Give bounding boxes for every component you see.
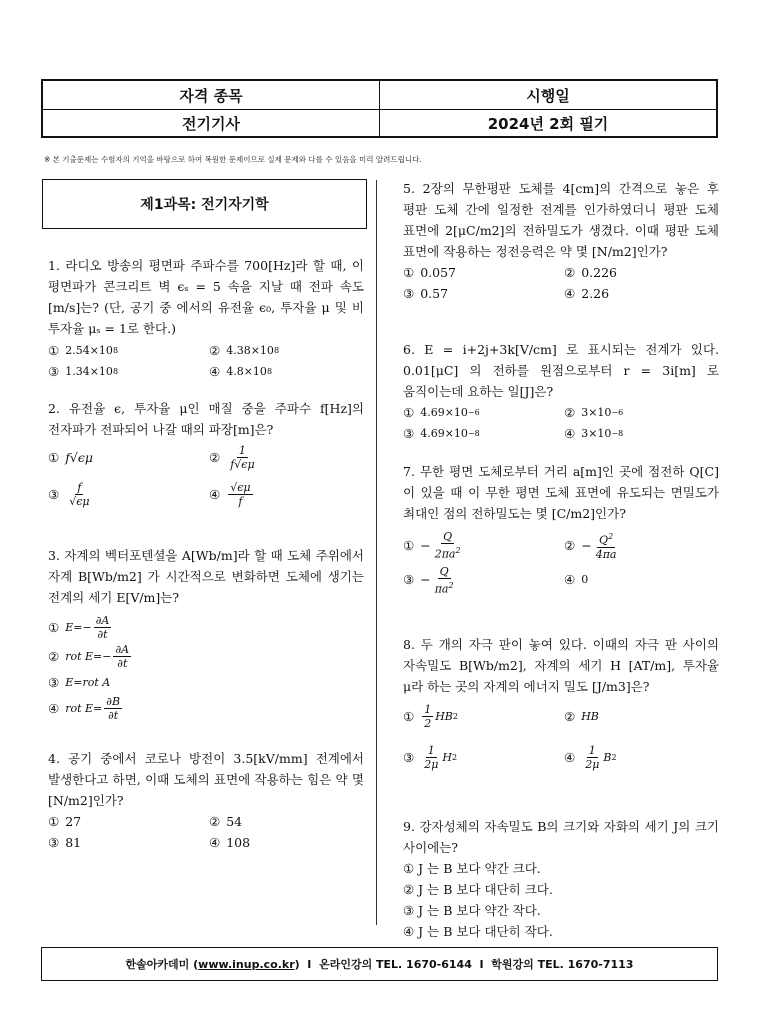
option-list: [48, 811, 364, 853]
exam-date-value: 2024년 2회 필기: [379, 110, 716, 136]
option-list: [48, 340, 364, 382]
question-stem: 6. E = i+2j+3k[V/cm] 로 표시되는 전계가 있다. 0.01[μC] 의 전하를 원점으로부터 r = 3i[m] 로 움직이는데 요하는 일[J]은?: [403, 342, 719, 399]
option-4[interactable]: ④ 4.8×10 8: [209, 364, 273, 379]
fraction: $\frac{\partial A}{\partial t}$: [115, 643, 130, 670]
option-list: [403, 262, 719, 304]
option-3[interactable]: ③ 0.57: [403, 286, 449, 301]
option-3[interactable]: ③ E=rot A: [48, 675, 111, 690]
option-4[interactable]: ④ 0: [564, 572, 589, 588]
fraction: $\frac{\partial B}{\partial t}$: [106, 695, 121, 722]
option-4[interactable]: ④ 2.26: [564, 286, 610, 301]
option-2[interactable]: ② 4.38×10 8: [209, 343, 280, 358]
question-stem: 1. 라디오 방송의 평면파 주파수를 700[Hz]라 할 때, 이 평면파가 콘크리트 벽 ϵₛ = 5 속을 지날 때 전파 속도[m/s]는? (단, 공기 중 에서의 유전율 ϵ₀, 투자율 μ 및 비 투자율 μₛ = 1로 한다.): [48, 258, 364, 336]
question-2: [48, 398, 364, 508]
fraction: $\frac{Q^2}{4\pi a}$: [595, 532, 617, 561]
option-2[interactable]: ② J 는 B 보다 대단히 크다.: [403, 882, 553, 897]
option-3[interactable]: ③ $\frac{1}{2\mu}$ H 2: [403, 744, 458, 771]
option-1[interactable]: ① 0.057: [403, 265, 457, 280]
option-1[interactable]: ① $\frac{1}{2}$ HB 2: [403, 703, 458, 730]
question-4: [48, 748, 364, 853]
fraction: $\frac{Q}{2\pi a^2}$: [434, 530, 461, 561]
option-3[interactable]: ③ J 는 B 보다 약간 작다.: [403, 903, 541, 918]
fraction: $\frac{√\epsilon\mu}{f}$: [230, 481, 251, 508]
question-9: [403, 816, 719, 942]
option-2[interactable]: ② 3×10 −6: [564, 405, 624, 420]
option-3[interactable]: ③ $\frac{f}{√\epsilon\mu}$: [48, 481, 90, 508]
option-1[interactable]: ① 4.69×10 −6: [403, 405, 480, 420]
exam-date-label: 시행일: [379, 81, 716, 109]
footer-org: 한솔아카데미 (: [125, 958, 199, 971]
question-8: [403, 634, 719, 771]
question-stem: 9. 강자성체의 자속밀도 B의 크기와 자화의 세기 J의 크기 사이에는?: [403, 819, 719, 855]
option-1[interactable]: ① 2.54×10 8: [48, 343, 119, 358]
footer-contact-bar: [41, 947, 718, 981]
option-4[interactable]: ④ $\frac{√\epsilon\mu}{f}$: [209, 481, 251, 508]
option-1[interactable]: ① − $\frac{Q}{2\pi a^2}$: [403, 530, 461, 561]
fraction: $\frac{1}{2}$: [424, 703, 432, 730]
option-2[interactable]: ② 0.226: [564, 265, 618, 280]
question-stem: 5. 2장의 무한평판 도체를 4[cm]의 간격으로 놓은 후 평판 도체 간에 일정한 전계를 인가하였더니 평판 도체 표면에 2[μC/m2]의 전하밀도가 생겼다. 이때 평판 도체 표면에 작용하는 정전응력은 약 몇 [N/m2]인가?: [403, 181, 719, 259]
column-divider: [376, 180, 377, 925]
fraction: $\frac{1}{2\mu}$: [424, 744, 439, 771]
option-1[interactable]: ① E=− $\frac{\partial A}{\partial t}$: [48, 614, 110, 641]
fraction: $\frac{f}{√\epsilon\mu}$: [69, 481, 90, 508]
fraction: $\frac{1}{2\mu}$: [585, 744, 600, 771]
option-2[interactable]: ② $\frac{1}{f√\epsilon\mu}$: [209, 444, 255, 471]
option-list: [403, 402, 719, 444]
option-3[interactable]: ③ − $\frac{Q}{\pi a^2}$: [403, 564, 454, 596]
fraction: $\frac{\partial A}{\partial t}$: [95, 614, 110, 641]
qualification-value: 전기기사: [182, 114, 240, 133]
question-5: [403, 178, 719, 304]
question-stem: 4. 공기 중에서 코로나 방전이 3.5[kV/mm] 전계에서 발생한다고 하면, 이때 도체의 표면에 작용하는 힘은 약 몇 [N/m2]인가?: [48, 751, 364, 808]
option-list: [403, 530, 719, 595]
option-3[interactable]: ③ 1.34×10 8: [48, 364, 119, 379]
option-2[interactable]: ② HB: [564, 709, 599, 724]
question-3: [48, 545, 364, 722]
option-list: [403, 858, 719, 942]
question-1: [48, 255, 364, 382]
option-4[interactable]: ④ 108: [209, 835, 251, 850]
option-4[interactable]: ④ J 는 B 보다 대단히 작다.: [403, 924, 553, 939]
option-4[interactable]: ④ $\frac{1}{2\mu}$ B 2: [564, 744, 617, 771]
option-4[interactable]: ④ rot E= $\frac{\partial B}{\partial t}$: [48, 695, 121, 722]
fraction: $\frac{1}{f√\epsilon\mu}$: [230, 444, 255, 471]
question-stem: 7. 무한 평면 도체로부터 거리 a[m]인 곳에 점전하 Q[C]이 있을 때 이 무한 평면 도체 표면에 유도되는 면밀도가 최대인 점의 전하밀도는 몇 [C/m2]인가?: [403, 464, 719, 521]
question-stem: 8. 두 개의 자극 판이 놓여 있다. 이때의 자극 판 사이의 자속밀도 B[Wb/m2], 자계의 세기 H [AT/m], 투자율 μ라 하는 곳의 자계의 에너지 밀도 [J/m3]은?: [403, 637, 719, 694]
exam-info-table: [41, 79, 718, 138]
footer-phone-info: ) I 온라인강의 TEL. 1670-6144 I 학원강의 TEL. 1670-7113: [294, 958, 634, 971]
disclaimer-notice: ※ 본 기출문제는 수험자의 기억을 바탕으로 하여 복원한 문제이므로 실제 문제와 다를 수 있음을 미리 알려드립니다.: [44, 155, 422, 164]
question-stem: 3. 자계의 벡터포텐셜을 A[Wb/m]라 할 때 도체 주위에서 자계 B[Wb/m2] 가 시간적으로 변화하면 도체에 생기는 전계의 세기 E[V/m]는?: [48, 548, 364, 605]
subject-title: 제1과목: 전기자기학: [42, 179, 367, 229]
option-1[interactable]: ① J 는 B 보다 약간 크다.: [403, 861, 541, 876]
option-4[interactable]: ④ 3×10 −8: [564, 426, 624, 441]
option-list: [48, 444, 364, 508]
option-2[interactable]: ② rot E=− $\frac{\partial A}{\partial t}$: [48, 643, 130, 670]
option-3[interactable]: ③ 4.69×10 −8: [403, 426, 480, 441]
question-7: [403, 461, 719, 595]
question-6: [403, 339, 719, 444]
exam-info-header-row: [43, 81, 716, 109]
option-1[interactable]: ① f √ϵμ: [48, 450, 93, 465]
option-list: [403, 703, 719, 771]
option-list: [48, 614, 364, 722]
qualification-label: 자격 종목: [179, 86, 243, 105]
option-2[interactable]: ② 54: [209, 814, 243, 829]
question-stem: 2. 유전율 ϵ, 투자율 μ인 매질 중을 주파수 f[Hz]의 전자파가 전파되어 나갈 때의 파장[m]은?: [48, 401, 364, 437]
option-1[interactable]: ① 27: [48, 814, 82, 829]
fraction: $\frac{Q}{\pi a^2}$: [434, 564, 454, 596]
option-2[interactable]: ② − $\frac{Q^2}{4\pi a}$: [564, 532, 617, 561]
exam-info-value-row: [43, 109, 716, 136]
footer-website-link[interactable]: www.inup.co.kr: [198, 957, 295, 971]
option-3[interactable]: ③ 81: [48, 835, 82, 850]
